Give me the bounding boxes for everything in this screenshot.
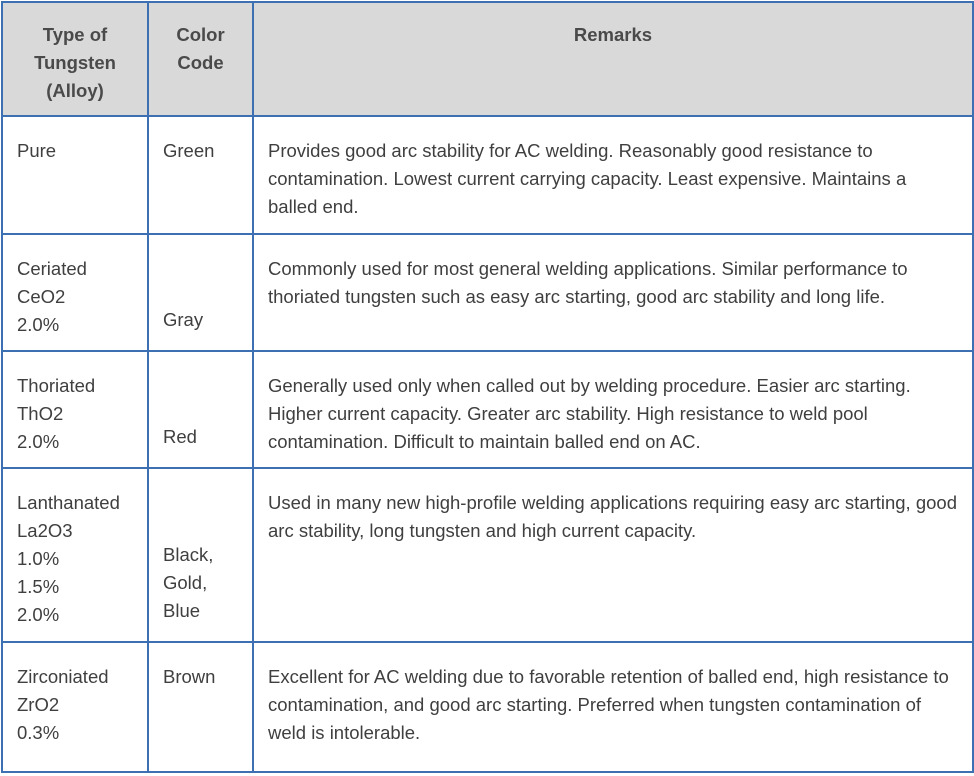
color-code: Blue [163, 600, 201, 621]
remarks-cell [253, 116, 973, 234]
type-cell [2, 234, 148, 351]
remarks-text: Commonly used for most general welding applications. Similar performance to thoriated tungsten such as easy arc starting, good arc stability and long life. [268, 258, 908, 307]
header-type-of-tungsten [2, 2, 148, 116]
color-cell [148, 642, 253, 772]
header-remarks [253, 2, 973, 116]
type-line: 0.3% [17, 722, 60, 743]
header-color-line: Color [176, 24, 225, 45]
remarks-cell [253, 351, 973, 468]
header-type-line: Tungsten [34, 52, 116, 73]
type-line: ThO2 [17, 403, 64, 424]
color-code-group [163, 541, 213, 625]
type-line: 2.0% [17, 314, 60, 335]
type-cell [2, 351, 148, 468]
tungsten-types-table [1, 1, 974, 773]
type-line: Pure [17, 140, 57, 161]
color-cell [148, 116, 253, 234]
color-cell [148, 468, 253, 642]
remarks-text: Excellent for AC welding due to favorable retention of balled end, high resistance to contamination, and good arc starting. Preferred when tungsten contamination of weld is intolerable. [268, 666, 949, 743]
remarks-text: Generally used only when called out by welding procedure. Easier arc starting. Higher current capacity. Greater arc stability. High resistance to weld pool contamination. Difficult to maintain balled end on AC. [268, 375, 911, 452]
type-line: ZrO2 [17, 694, 60, 715]
remarks-text: Used in many new high-profile welding applications requiring easy arc starting, good arc stability, long tungsten and high current capacity. [268, 492, 957, 541]
color-code: Red [163, 426, 197, 447]
color-code: Black, [163, 544, 214, 565]
remarks-cell [253, 642, 973, 772]
type-cell [2, 116, 148, 234]
color-code-group [163, 306, 203, 334]
type-line: Thoriated [17, 375, 96, 396]
type-line: 2.0% [17, 604, 60, 625]
type-cell [2, 468, 148, 642]
header-row [2, 2, 973, 116]
table-row [2, 468, 973, 642]
type-line: 2.0% [17, 431, 60, 452]
header-type-line: (Alloy) [46, 80, 104, 101]
remarks-cell [253, 468, 973, 642]
color-code: Gold, [163, 572, 208, 593]
header-type-line: Type of [42, 24, 108, 45]
color-code: Gray [163, 309, 204, 330]
color-code: Brown [163, 666, 216, 687]
type-line: Zirconiated [17, 666, 109, 687]
remarks-cell [253, 234, 973, 351]
type-line: Lanthanated [17, 492, 120, 513]
type-line: 1.0% [17, 548, 60, 569]
table-row [2, 234, 973, 351]
remarks-text: Provides good arc stability for AC welding. Reasonably good resistance to contamination. Lowest current carrying capacity. Least expensive. Maintains a balled end. [268, 140, 907, 217]
table-row [2, 642, 973, 772]
type-line: 1.5% [17, 576, 60, 597]
table-row [2, 116, 973, 234]
color-code: Green [163, 140, 215, 161]
color-cell [148, 234, 253, 351]
header-color-line: Code [177, 52, 224, 73]
color-cell [148, 351, 253, 468]
table-row [2, 351, 973, 468]
type-line: CeO2 [17, 286, 66, 307]
type-line: La2O3 [17, 520, 73, 541]
header-color-code [148, 2, 253, 116]
type-cell [2, 642, 148, 772]
type-line: Ceriated [17, 258, 87, 279]
header-remarks-label: Remarks [573, 24, 653, 45]
color-code-group [163, 423, 197, 451]
